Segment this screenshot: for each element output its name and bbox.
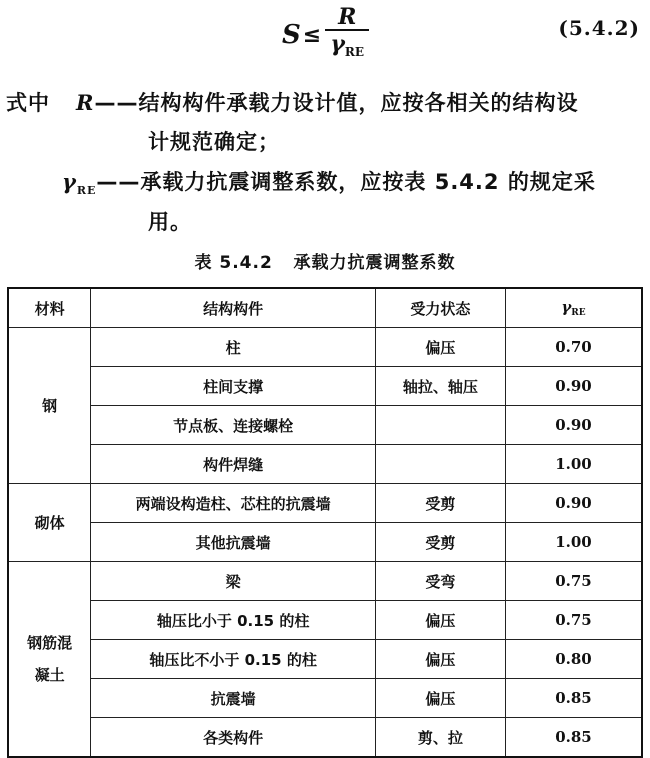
stress-cell: 偏压 [375,601,505,640]
material-concrete-line1: 钢筋混 [27,634,73,652]
table-row [8,718,642,758]
material-masonry: 砌体 [8,484,91,562]
description-r-line1 [6,87,578,117]
r-text-1: 结构构件承载力设计值，应按各相关的结构设 [138,91,579,115]
value-cell: 0.80 [505,640,642,679]
member-cell: 其他抗震墙 [91,523,376,562]
gamma-subscript: RE [76,184,97,197]
coefficient-table [7,287,643,758]
formula-numerator: R [338,4,357,30]
table-row [8,328,642,367]
material-concrete-line2: 凝土 [34,666,65,684]
value-cell: 0.85 [505,718,642,758]
header-member: 结构构件 [91,288,376,328]
formula-relation: ≤ [302,22,322,48]
formula-number: (5.4.2) [558,16,640,40]
member-cell: 柱 [91,328,376,367]
table-row [8,640,642,679]
stress-cell: 受剪 [375,484,505,523]
member-cell: 两端设构造柱、芯柱的抗震墙 [91,484,376,523]
value-cell: 0.90 [505,367,642,406]
formula-denominator [330,31,364,65]
header-gamma [505,288,642,328]
member-cell: 抗震墙 [91,679,376,718]
stress-cell: 受弯 [375,562,505,601]
stress-cell: 偏压 [375,679,505,718]
member-cell: 各类构件 [91,718,376,758]
table-row [8,679,642,718]
formula-lhs: S [282,20,301,50]
material-steel: 钢 [8,328,91,484]
stress-cell [375,406,505,445]
gamma-text-1: 承载力抗震调整系数，应按表 5.4.2 的规定采 [140,170,596,194]
member-cell: 轴压比不小于 0.15 的柱 [91,640,376,679]
header-stress: 受力状态 [375,288,505,328]
stress-cell: 轴拉、轴压 [375,367,505,406]
table-row [8,601,642,640]
header-gamma-subscript: RE [571,308,586,318]
table-caption: 表 5.4.2 承载力抗震调整系数 [194,253,456,273]
stress-cell: 受剪 [375,523,505,562]
r-dash: —— [94,91,139,115]
value-cell: 0.75 [505,562,642,601]
value-cell: 1.00 [505,523,642,562]
r-symbol: R [76,90,95,115]
stress-cell [375,445,505,484]
table-row [8,445,642,484]
member-cell: 轴压比小于 0.15 的柱 [91,601,376,640]
table-header-row [8,288,642,328]
member-cell: 梁 [91,562,376,601]
formula-fraction [325,5,369,65]
value-cell: 0.70 [505,328,642,367]
header-material: 材料 [8,288,91,328]
value-cell: 1.00 [505,445,642,484]
value-cell: 0.90 [505,484,642,523]
stress-cell: 偏压 [375,640,505,679]
description-r-line2: 计规范确定； [148,130,280,154]
stress-cell: 剪、拉 [375,718,505,758]
member-cell: 构件焊缝 [91,445,376,484]
table-row [8,406,642,445]
gamma-symbol: γ [62,169,77,194]
material-concrete [8,562,91,758]
stress-cell: 偏压 [375,328,505,367]
value-cell: 0.85 [505,679,642,718]
table-row [8,523,642,562]
member-cell: 节点板、连接螺栓 [91,406,376,445]
description-gamma-line1 [62,166,596,197]
gamma-dash: —— [96,170,141,194]
formula [282,6,369,64]
header-gamma-symbol: γ [561,298,572,316]
table-row [8,562,642,601]
intro-text: 式中 [6,91,50,115]
table-row [8,484,642,523]
denominator-symbol: γ [330,31,345,57]
value-cell: 0.75 [505,601,642,640]
table-row [8,367,642,406]
value-cell: 0.90 [505,406,642,445]
description-gamma-line2: 用。 [148,210,192,234]
member-cell: 柱间支撑 [91,367,376,406]
denominator-subscript: RE [344,45,365,59]
